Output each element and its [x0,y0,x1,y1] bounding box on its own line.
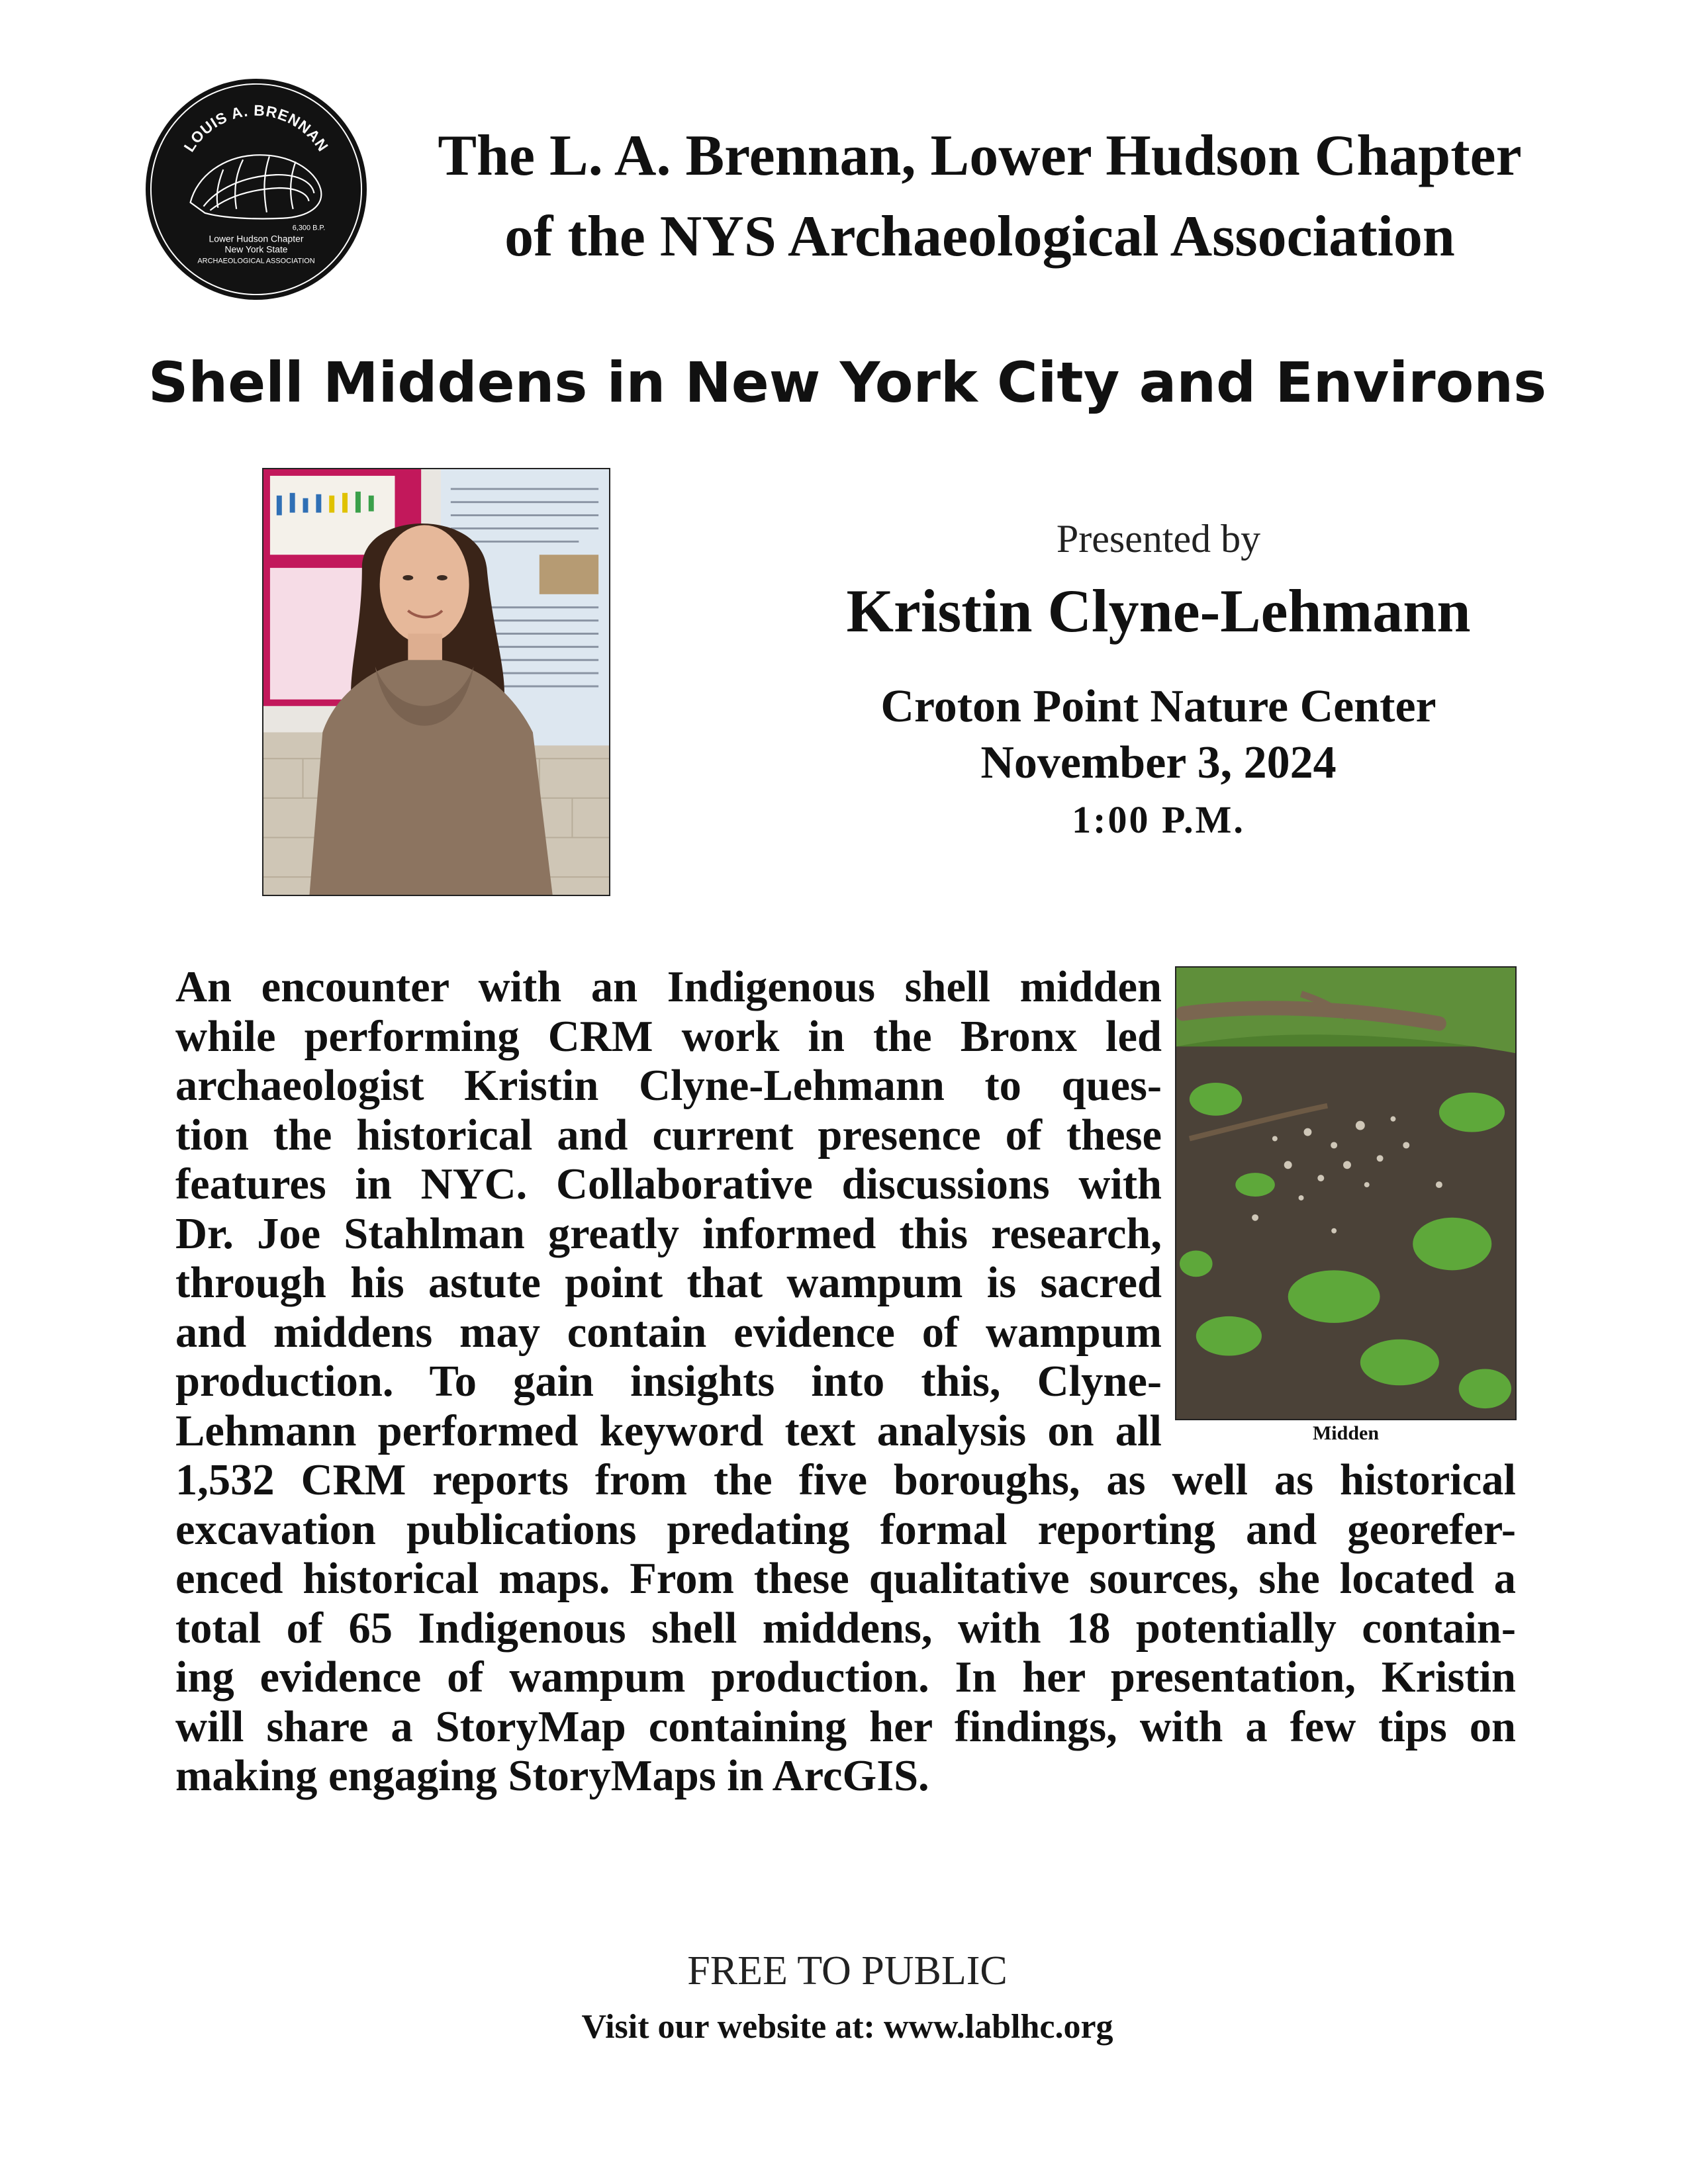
presented-by-label: Presented by [1056,517,1261,561]
body-line: Dr. Joe Stahlman greatly informed this research, [175,1209,1162,1258]
body-line: will share a StoryMap containing her findings, with a few tips on [175,1702,1516,1751]
description-paragraph-bottom [175,1456,1516,1801]
body-line: while performing CRM work in the Bronx led [175,1012,1162,1061]
body-line: excavation publications predating formal reporting and georefer- [175,1505,1516,1554]
event-time: 1:00 P.M. [1072,798,1245,841]
body-line: production. To gain insights into this, Clyne- [175,1357,1162,1406]
body-line: archaeologist Kristin Clyne-Lehmann to ques- [175,1062,1162,1110]
presenter-portrait [262,468,610,896]
presenter-name: Kristin Clyne-Lehmann [846,577,1471,645]
body-line: tion the historical and current presence of these [175,1111,1162,1160]
event-venue: Croton Point Nature Center [880,681,1436,732]
oyster-shell-icon [144,77,368,301]
logo-arc-text: LOUIS A. BRENNAN [180,101,332,155]
description-paragraph-top [175,963,1162,1456]
body-line: 1,532 CRM reports from the five boroughs, as well as historical [175,1456,1516,1504]
body-line: features in NYC. Collaborative discussions with [175,1160,1162,1208]
body-line: total of 65 Indigenous shell middens, with 18 potentially contain- [175,1604,1516,1653]
body-line: Lehmann performed keyword text analysis on all [175,1406,1162,1455]
logo-line2: New York State [224,244,288,255]
logo-line1: Lower Hudson Chapter [209,233,304,244]
body-line: ing evidence of wampum production. In her presentation, Kristin [175,1653,1516,1702]
chapter-logo [144,77,368,301]
title-line-2: of the NYS Archaeological Association [504,205,1455,269]
body-line: and middens may contain evidence of wampum [175,1308,1162,1357]
body-line: An encounter with an Indigenous shell midden [175,963,1162,1011]
body-line: making engaging StoryMaps in ArcGIS. [175,1752,929,1800]
logo-line3: ARCHAEOLOGICAL ASSOCIATION [197,257,315,265]
logo-date: 6,300 B.P. [292,224,326,232]
event-date: November 3, 2024 [980,737,1337,788]
title-line-1: The L. A. Brennan, Lower Hudson Chapter [438,124,1522,188]
body-line: enced historical maps. From these qualitative sources, she located a [175,1555,1516,1603]
free-to-public: FREE TO PUBLIC [687,1948,1008,1993]
body-line: through his astute point that wampum is sacred [175,1259,1162,1307]
midden-photo [1175,966,1517,1420]
page-title [371,116,1589,277]
lecture-title: Shell Middens in New York City and Environs [148,350,1547,415]
midden-caption: Midden [1312,1422,1380,1444]
website-link[interactable]: Visit our website at: www.lablhc.org [581,2008,1113,2046]
